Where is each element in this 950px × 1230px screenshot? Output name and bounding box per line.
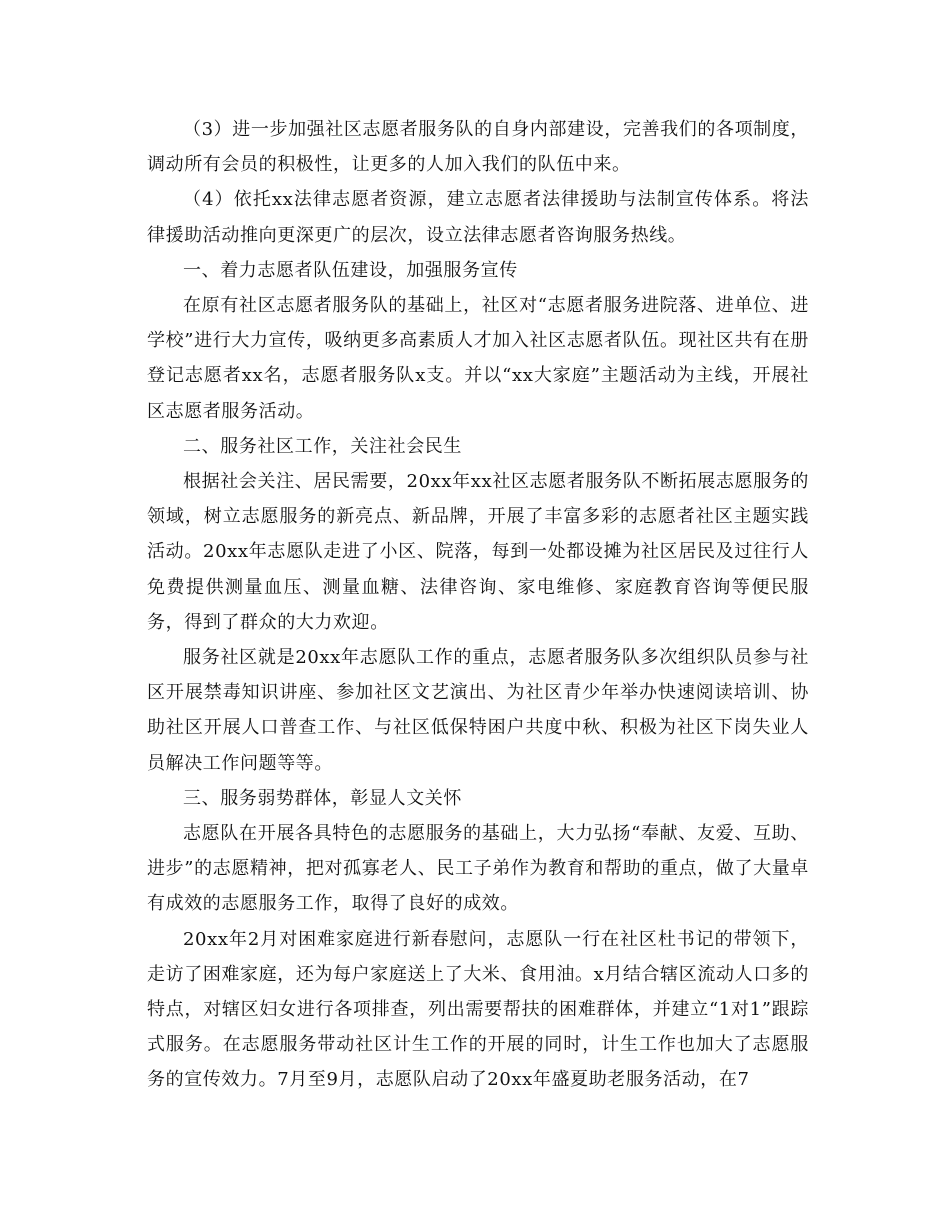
paragraph-item-3: （3）进一步加强社区志愿者服务队的自身内部建设，完善我们的各项制度，调动所有会员的积极性，让更多的人加入我们的队伍中来。 bbox=[147, 119, 809, 176]
section-heading-3: 三、服务弱势群体，彰显人文关怀 bbox=[183, 787, 462, 809]
section-3-paragraph-1: 志愿队在开展各具特色的志愿服务的基础上，大力弘扬“奉献、友爱、互助、进步”的志愿精神，把对孤寡老人、民工子弟作为教育和帮助的重点，做了大量卓有成效的志愿服务工作，取得了良好的成效。 bbox=[147, 823, 809, 915]
paragraph-item-4: （4）依托xx法律志愿者资源，建立志愿者法律援助与法制宣传体系。将法律援助活动推向更深更广的层次，设立法律志愿者咨询服务热线。 bbox=[147, 189, 809, 246]
document-body bbox=[147, 112, 809, 1098]
section-1-paragraph: 在原有社区志愿者服务队的基础上，社区对“志愿者服务进院落、进单位、进学校”进行大力宣传，吸纳更多高素质人才加入社区志愿者队伍。现社区共有在册登记志愿者xx名，志愿者服务队x支。并以“xx大家庭”主题活动为主线，开展社区志愿者服务活动。 bbox=[147, 295, 809, 422]
section-2-paragraph-2: 服务社区就是20xx年志愿队工作的重点，志愿者服务队多次组织队员参与社区开展禁毒知识讲座、参加社区文艺演出、为社区青少年举办快速阅读培训、协助社区开展人口普查工作、与社区低保特困户共度中秋、积极为社区下岗失业人员解决工作问题等等。 bbox=[147, 647, 809, 774]
section-heading-2: 二、服务社区工作，关注社会民生 bbox=[183, 435, 462, 457]
section-3-paragraph-2: 20xx年2月对困难家庭进行新春慰问，志愿队一行在社区杜书记的带领下，走访了困难家庭，还为每户家庭送上了大米、食用油。x月结合辖区流动人口多的特点，对辖区妇女进行各项排查，列出需要帮扶的困难群体，并建立“1对1”跟踪式服务。在志愿服务带动社区计生工作的开展的同时，计生工作也加大了志愿服务的宣传效力。7月至9月，志愿队启动了20xx年盛夏助老服务活动，在7 bbox=[147, 928, 809, 1091]
section-2-paragraph-1: 根据社会关注、居民需要，20xx年xx社区志愿者服务队不断拓展志愿服务的领域，树立志愿服务的新亮点、新品牌，开展了丰富多彩的志愿者社区主题实践活动。20xx年志愿队走进了小区、院落，每到一处都设摊为社区居民及过往行人免费提供测量血压、测量血糖、法律咨询、家电维修、家庭教育咨询等便民服务，得到了群众的大力欢迎。 bbox=[147, 471, 809, 633]
section-heading-1: 一、着力志愿者队伍建设，加强服务宣传 bbox=[183, 259, 518, 281]
